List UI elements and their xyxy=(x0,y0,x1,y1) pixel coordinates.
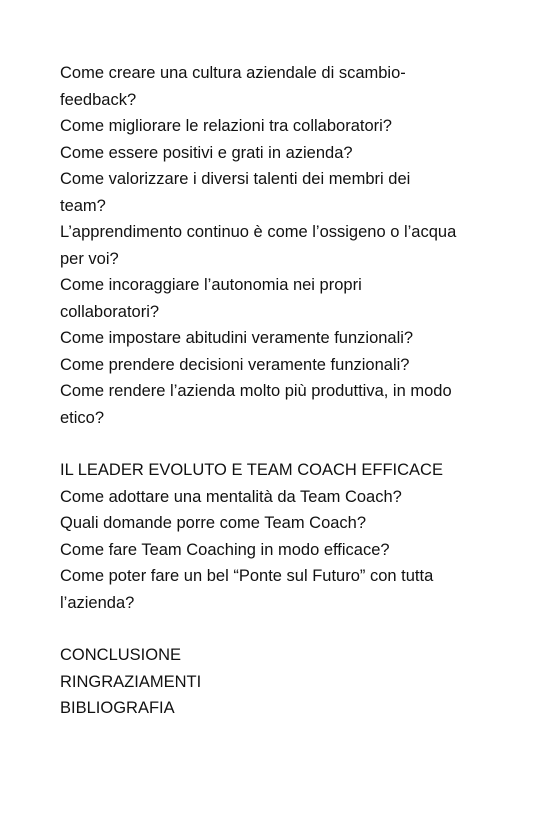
toc-entry-line: L’apprendimento continuo è come l’ossigeno o l’acqua xyxy=(60,223,457,241)
toc-entry xyxy=(60,113,500,140)
section-gap xyxy=(60,431,500,457)
toc-section-heading xyxy=(60,642,500,669)
toc-entry-line: Come impostare abitudini veramente funzionali? xyxy=(60,329,414,347)
toc-entry-line: Quali domande porre come Team Coach? xyxy=(60,514,367,532)
table-of-contents xyxy=(60,60,500,722)
toc-entry xyxy=(60,484,500,511)
toc-entry xyxy=(60,219,500,272)
toc-entry xyxy=(60,325,500,352)
toc-entry-line: Come migliorare le relazioni tra collaboratori? xyxy=(60,117,392,135)
toc-entry xyxy=(60,352,500,379)
toc-entry-line: per voi? xyxy=(60,249,119,268)
toc-section-heading xyxy=(60,695,500,722)
section-gap xyxy=(60,616,500,642)
toc-entry-line: CONCLUSIONE xyxy=(60,646,182,664)
toc-entry-line: Come valorizzare i diversi talenti dei membri dei xyxy=(60,170,411,188)
toc-entry-line: Come adottare una mentalità da Team Coach? xyxy=(60,487,402,506)
toc-entry-line: team? xyxy=(60,196,106,215)
toc-entry xyxy=(60,272,500,325)
toc-entry-line: RINGRAZIAMENTI xyxy=(60,672,202,691)
toc-entry-line: Come fare Team Coaching in modo efficace? xyxy=(60,540,390,559)
toc-section-heading xyxy=(60,457,500,484)
toc-entry-line: feedback? xyxy=(60,90,137,109)
toc-entry-line: Come essere positivi e grati in azienda? xyxy=(60,143,353,162)
toc-entry xyxy=(60,510,500,537)
toc-entry-line: collaboratori? xyxy=(60,302,160,321)
toc-entry-line: Come rendere l’azienda molto più produttiva, in modo xyxy=(60,382,452,400)
toc-entry-line: BIBLIOGRAFIA xyxy=(60,699,175,717)
toc-entry xyxy=(60,563,500,616)
toc-entry xyxy=(60,378,500,431)
toc-entry xyxy=(60,166,500,219)
toc-entry-line: Come prendere decisioni veramente funzionali? xyxy=(60,355,410,374)
toc-entry-line: Come creare una cultura aziendale di scambio- xyxy=(60,64,406,82)
toc-entry-line: Come poter fare un bel “Ponte sul Futuro” con tutta xyxy=(60,567,434,585)
toc-entry xyxy=(60,140,500,167)
toc-entry-line: IL LEADER EVOLUTO E TEAM COACH EFFICACE xyxy=(60,461,443,479)
toc-entry xyxy=(60,60,500,113)
toc-section-heading xyxy=(60,669,500,696)
toc-entry-line: l’azienda? xyxy=(60,593,135,612)
toc-entry-line: etico? xyxy=(60,408,105,427)
toc-entry xyxy=(60,537,500,564)
toc-entry-line: Come incoraggiare l’autonomia nei propri xyxy=(60,276,362,294)
